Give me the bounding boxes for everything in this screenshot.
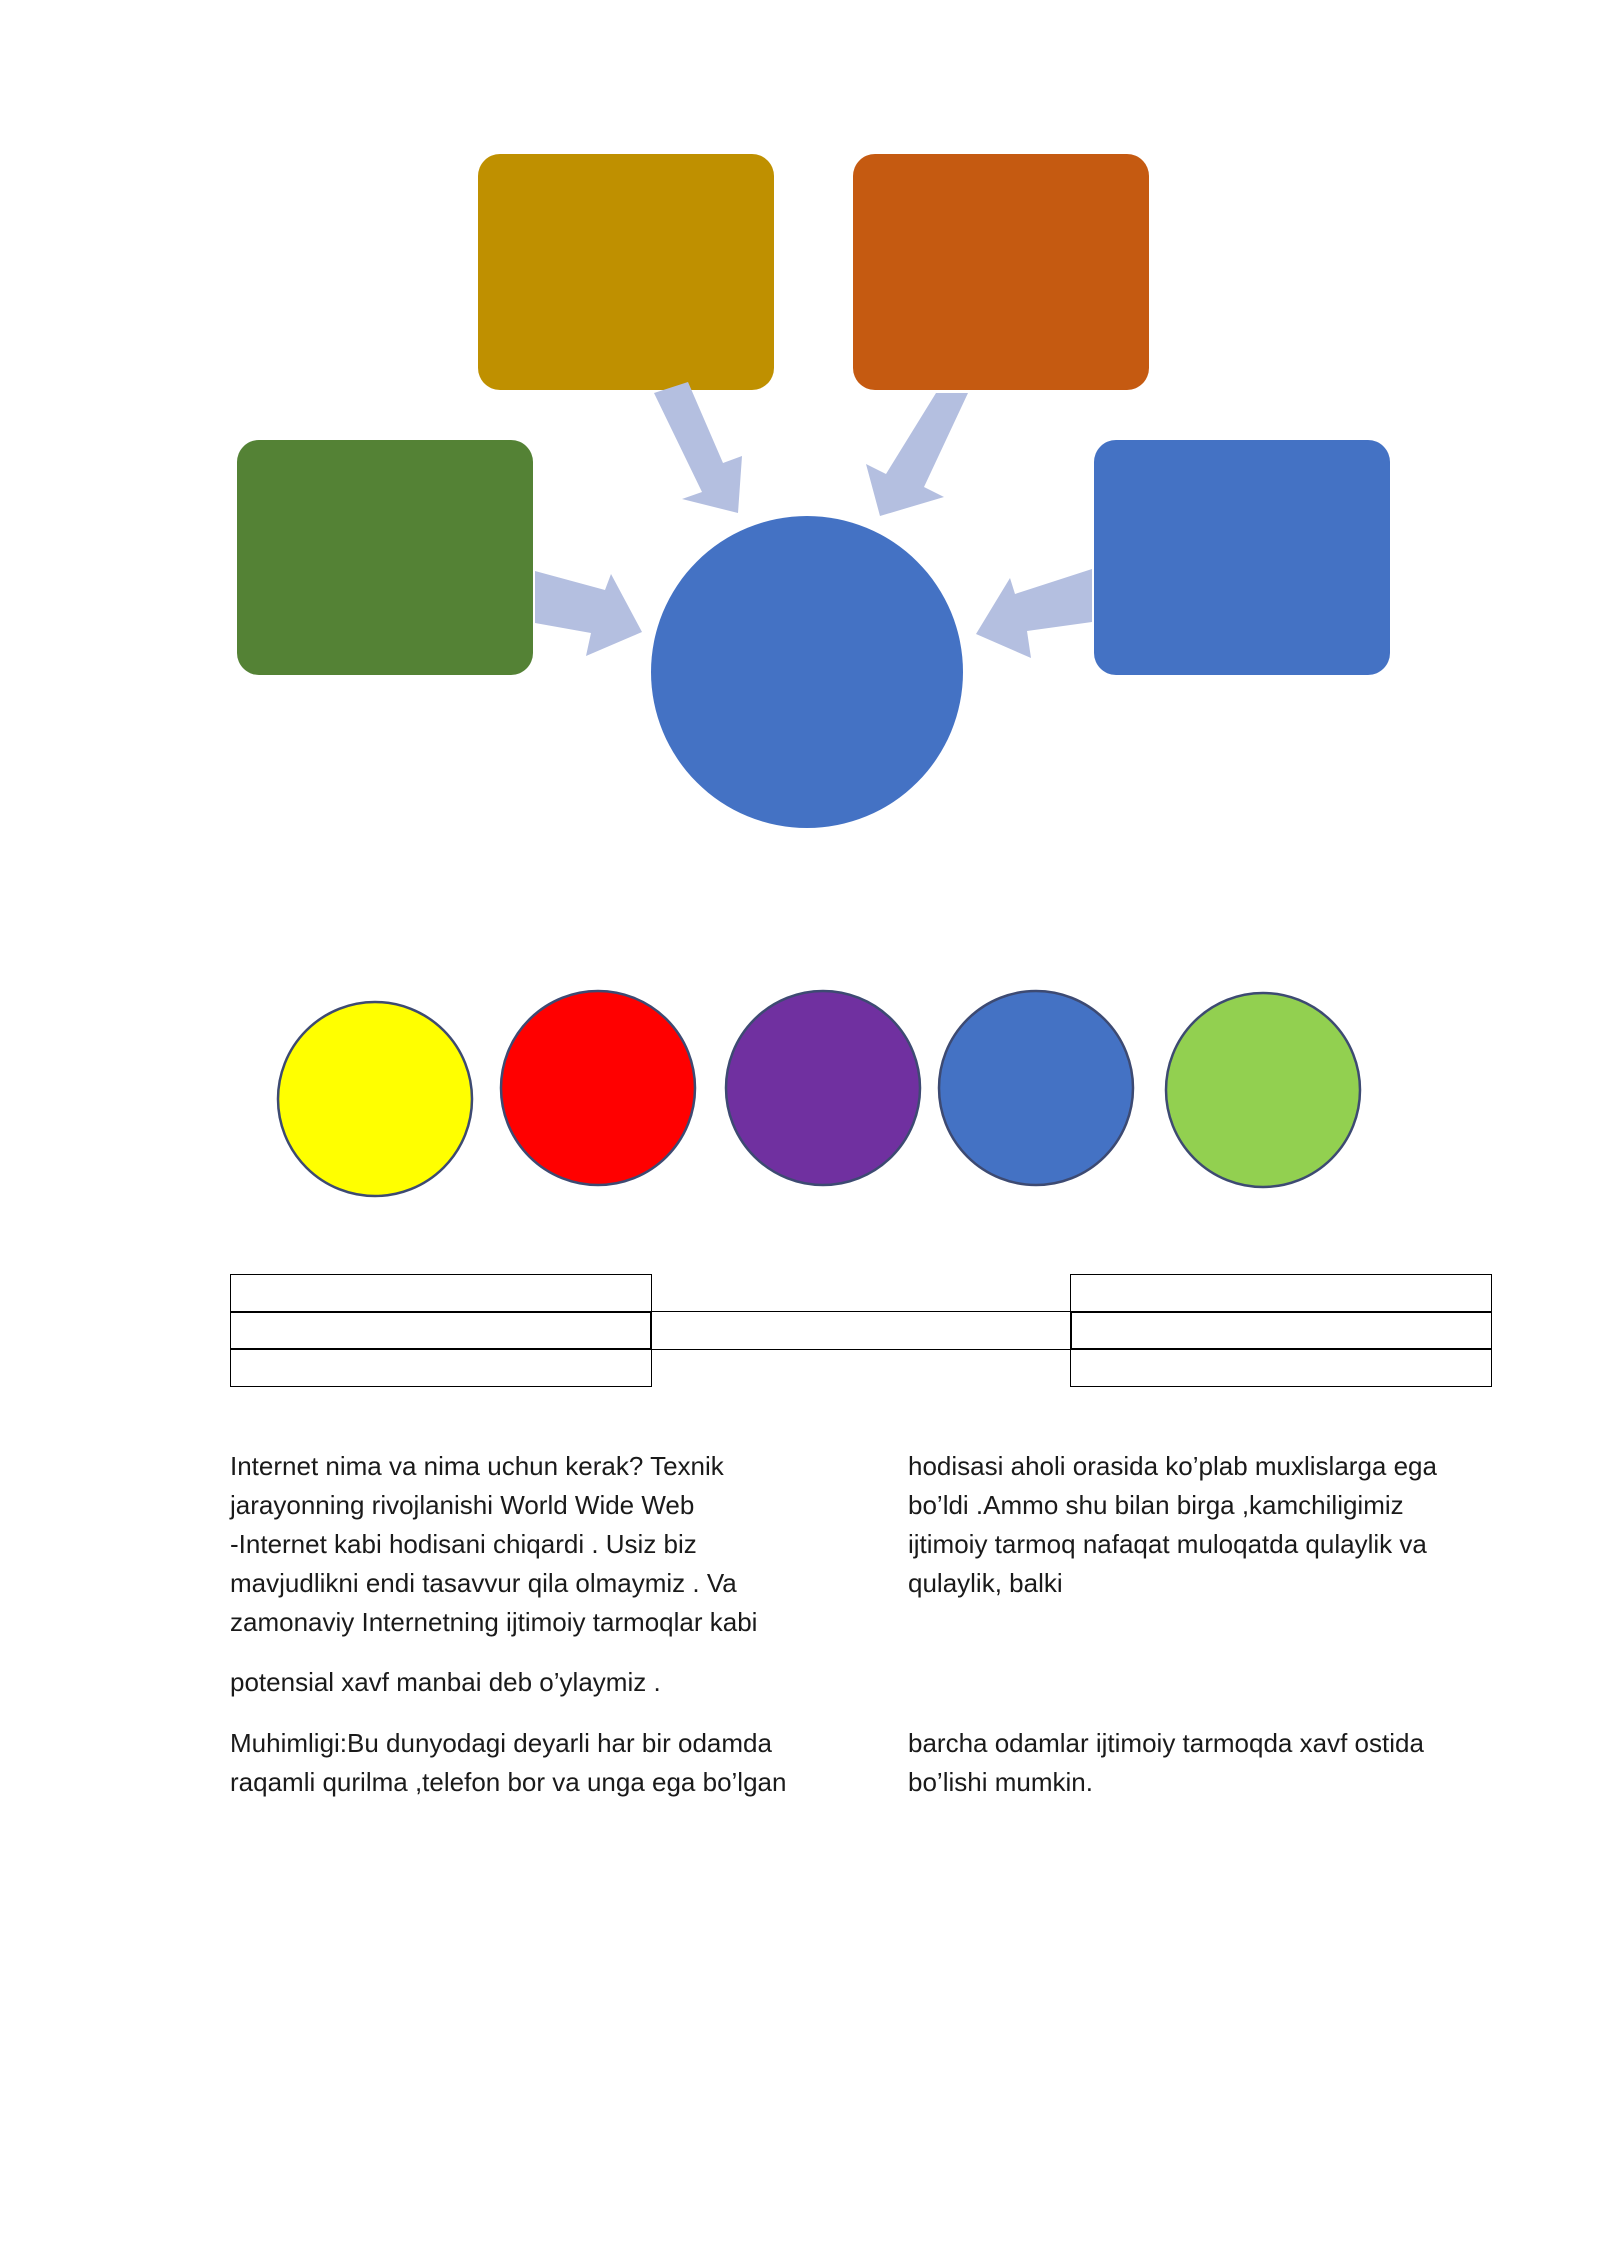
red-circle (501, 991, 695, 1185)
purple-circle (726, 991, 920, 1185)
paragraph-3-right: barcha odamlar ijtimoiy tarmoqda xavf ostida bo’lishi mumkin. (908, 1728, 1424, 1797)
paragraph-3-left: Muhimligi:Bu dunyodagi deyarli har bir odamda raqamli qurilma ,telefon bor va unga ega bo’lgan (230, 1728, 787, 1797)
table-cell-right-1 (1070, 1274, 1492, 1313)
table-cell-left-3 (230, 1348, 652, 1387)
green-circle (1166, 993, 1360, 1187)
table-cell-right-2 (1070, 1311, 1492, 1350)
table-cell-right-3 (1070, 1348, 1492, 1387)
paragraph-1-left: Internet nima va nima uchun kerak? Texnik jarayonning rivojlanishi World Wide Web -Internet kabi hodisani chiqardi . Usiz biz mavjudlikni endi tasavvur qila olmaymiz . Va zamonaviy Internetning ijtimoiy tarmoqlar kabi (230, 1451, 758, 1637)
paragraph-2: potensial xavf manbai deb o’ylaymiz . (230, 1667, 661, 1697)
paragraph-1-right: hodisasi aholi orasida ko’plab muxlislarga ega bo’ldi .Ammo shu bilan birga ,kamchiligimiz ijtimoiy tarmoq nafaqat muloqatda qulaylik va qulaylik, balki (908, 1451, 1437, 1598)
table-cell-left-2 (230, 1311, 652, 1350)
table-cell-middle (650, 1311, 1072, 1350)
table-cell-left-1 (230, 1274, 652, 1313)
yellow-circle (278, 1002, 472, 1196)
blue-circle (939, 991, 1133, 1185)
